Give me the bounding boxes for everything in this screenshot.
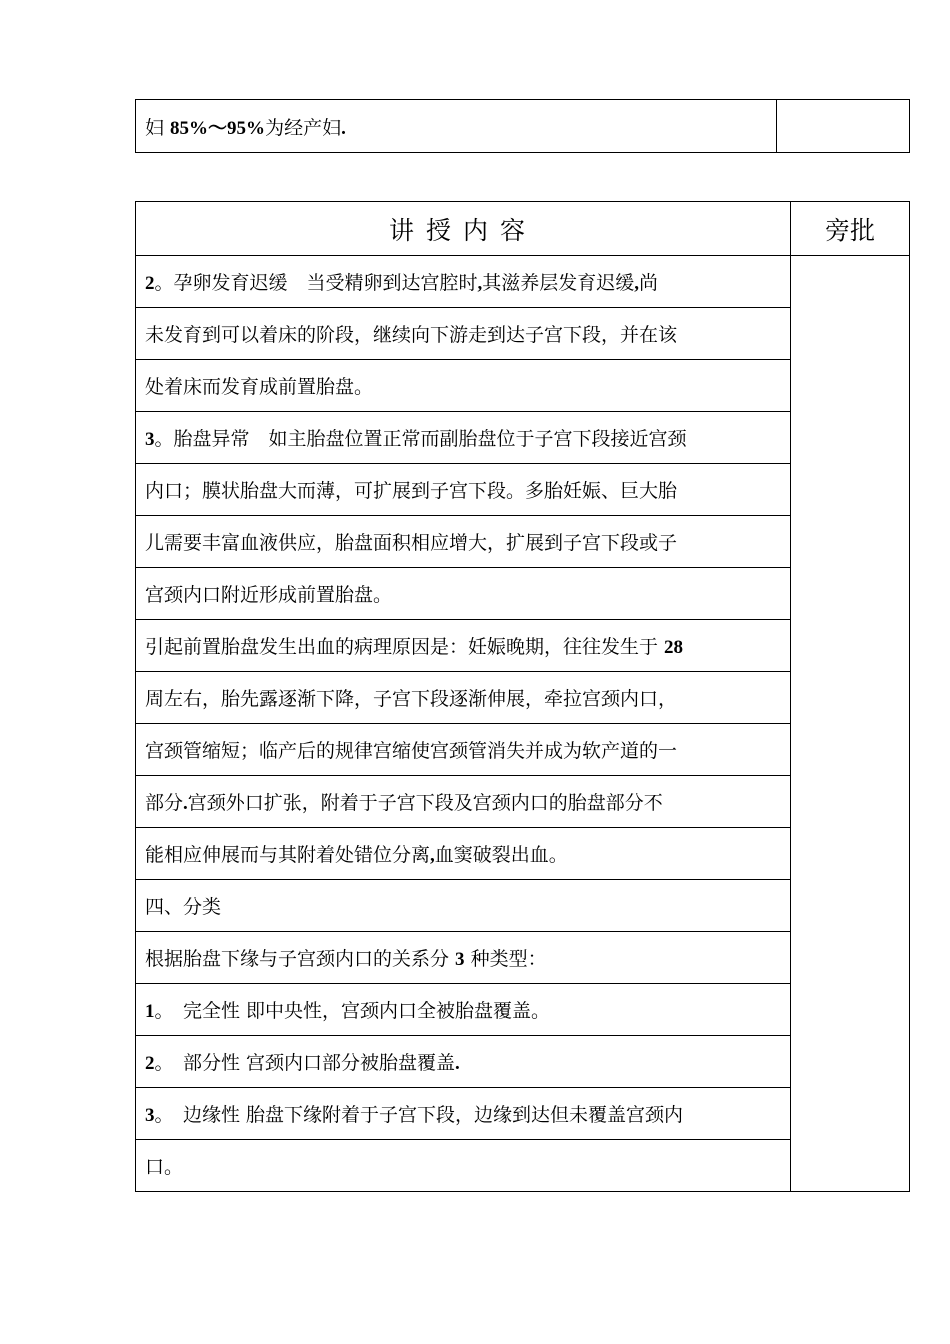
text-run-bold: 28 — [664, 637, 684, 658]
continuation-side-cell — [777, 100, 910, 153]
text-run-bold: . — [341, 117, 346, 139]
side-note-cell — [791, 256, 910, 1192]
text-run: 种类型： — [464, 948, 547, 970]
line-text — [136, 1140, 791, 1192]
line-text — [136, 880, 791, 932]
line-text — [136, 776, 791, 828]
text-run-bold: 3 — [145, 429, 155, 450]
header-lecture-content: 讲授内容 — [136, 202, 791, 256]
line-text — [136, 932, 791, 984]
line-text — [136, 724, 791, 776]
text-run-bold: 1 — [145, 1001, 155, 1022]
text-run: 处着床而发育成前置胎盘。 — [145, 376, 374, 398]
text-run: 内口；膜状胎盘大而薄，可扩展到子宫下段。多胎妊娠、巨大胎 — [145, 480, 678, 502]
text-run: 妇 — [145, 116, 171, 139]
line-text — [136, 568, 791, 620]
text-run: 口。 — [145, 1156, 184, 1178]
line-text — [136, 984, 791, 1036]
line-text — [136, 516, 791, 568]
text-run: 。胎盘异常 如主胎盘位置正常而副胎盘位于子宫下段接近宫颈 — [154, 428, 687, 450]
text-run-bold: 2 — [145, 1053, 155, 1074]
text-run: 宫颈外口扩张，附着于子宫下段及宫颈内口的胎盘部分不 — [187, 792, 663, 814]
text-run-bold: 2 — [145, 273, 155, 294]
text-run-bold: 3 — [145, 1105, 155, 1126]
continuation-row — [136, 100, 910, 153]
text-run: 根据胎盘下缘与子宫颈内口的关系分 — [145, 948, 456, 970]
text-run: 周左右，胎先露逐渐下降，子宫下段逐渐伸展，牵拉宫颈内口， — [145, 688, 678, 710]
line-text — [136, 620, 791, 672]
text-run-bold: 85%～95% — [170, 117, 266, 139]
text-run: 能相应伸展而与其附着处错位分离 — [145, 844, 431, 866]
line-text — [136, 1088, 791, 1140]
line-text — [136, 256, 791, 308]
text-run: 。 完全性 即中央性，宫颈内口全被胎盘覆盖。 — [154, 1000, 551, 1022]
header-row — [136, 202, 910, 256]
text-run: 为经产妇 — [265, 116, 342, 139]
text-run-bold: , — [430, 845, 435, 866]
text-run-bold: . — [455, 1053, 460, 1074]
continuation-table — [135, 99, 910, 153]
text-run: 四、分类 — [145, 896, 222, 918]
text-run: 部分 — [145, 792, 184, 814]
text-run: 儿需要丰富血液供应，胎盘面积相应增大，扩展到子宫下段或子 — [145, 532, 678, 554]
text-run: 尚 — [639, 272, 659, 294]
header-side-note: 旁批 — [791, 202, 910, 256]
text-run: 未发育到可以着床的阶段，继续向下游走到达子宫下段，并在该 — [145, 324, 678, 346]
line-text — [136, 672, 791, 724]
line-text — [136, 412, 791, 464]
text-run: 引起前置胎盘发生出血的病理原因是：妊娠晚期，往往发生于 — [145, 636, 665, 658]
line-text — [136, 464, 791, 516]
text-run: 宫颈管缩短；临产后的规律宫缩使宫颈管消失并成为软产道的一 — [145, 740, 678, 762]
text-run: 宫颈内口附近形成前置胎盘。 — [145, 584, 393, 606]
text-run-bold: 3 — [455, 949, 465, 970]
line-text — [136, 308, 791, 360]
text-run-bold: , — [634, 273, 640, 294]
text-run: 。 边缘性 胎盘下缘附着于子宫下段，边缘到达但未覆盖宫颈内 — [154, 1104, 684, 1126]
text-run: 。孕卵发育迟缓 当受精卵到达宫腔时 — [154, 272, 478, 294]
lecture-table — [135, 201, 910, 1192]
line-text — [136, 360, 791, 412]
text-run: 其滋养层发育迟缓 — [482, 272, 635, 294]
text-run-bold: , — [477, 273, 483, 294]
line-text — [136, 1036, 791, 1088]
content-line — [136, 256, 910, 308]
text-run: 血窦破裂出血。 — [434, 844, 568, 866]
line-text — [136, 828, 791, 880]
text-run-bold: . — [183, 793, 188, 814]
continuation-text — [136, 100, 777, 153]
text-run: 。 部分性 宫颈内口部分被胎盘覆盖 — [154, 1052, 456, 1074]
